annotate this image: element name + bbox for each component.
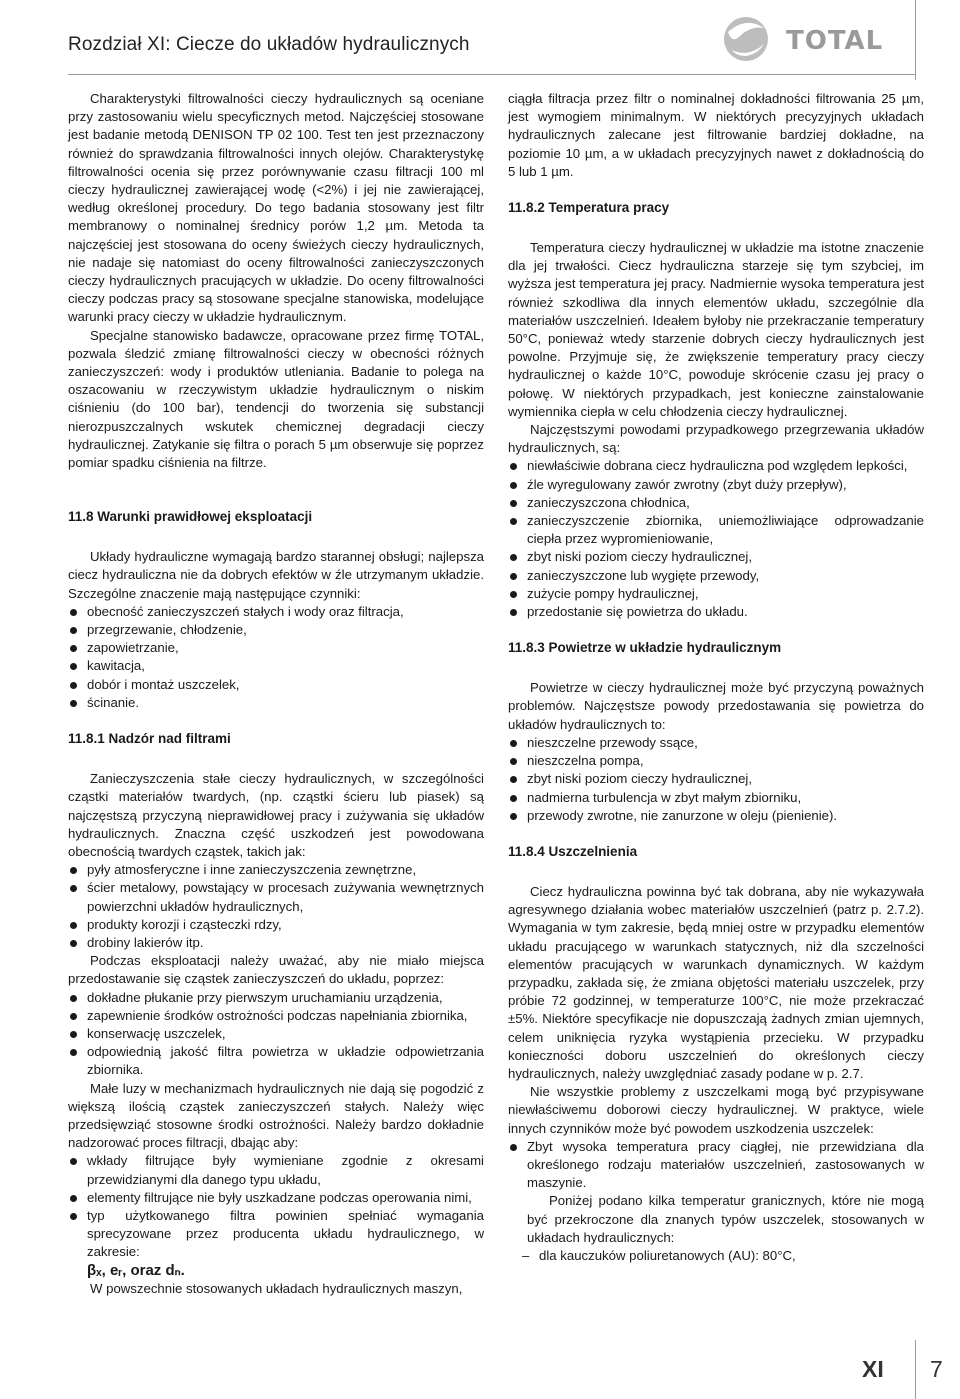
section-heading-11-8-3: 11.8.3 Powietrze w układzie hydraulicznym xyxy=(508,640,782,656)
factors-list xyxy=(68,603,484,712)
overheating-list xyxy=(508,457,924,621)
list-item: przegrzewanie, chłodzenie, xyxy=(68,621,484,639)
list-item: zapewnienie środków ostrożności podczas napełniania zbiornika, xyxy=(68,1007,484,1025)
paragraph: Małe luzy w mechanizmach hydraulicznych nie dają się pogodzić z większą ilością cząstek zanieczyszczeń stałych. Należy więc przedsięwziąć stosowne środki ostrożności. Należy bardzo dokładnie nadzorować proces filtracji, dbając aby: xyxy=(68,1080,484,1151)
paragraph: Powietrze w cieczy hydraulicznej może być przyczyną poważnych problemów. Najczęstsze powody przedostawania się powietrza do układów hydraulicznych to: xyxy=(508,680,924,732)
paragraph: Nie wszystkie problemy z uszczelkami mogą być przypisywane niewłaściwemu doborowi cieczy hydraulicznej. W praktyce, wiele innych czynników może być powodem uszkodzenia uszczelek: xyxy=(508,1084,924,1136)
list-item: zanieczyszczenie zbiornika, uniemożliwiające odprowadzanie ciepła przez wypromieniowanie, xyxy=(508,512,924,548)
paragraph: Temperatura cieczy hydraulicznej w układzie ma istotne znaczenie dla jej trwałości. Ciecz hydrauliczna starzeje się tym szybciej, im wyższa jest temperatura jej pracy. Nadmiernie wysoka temperatura jest również szkodliwa dla innych elementów układu, szczególnie dla materiałów uszczelnień. Ideałem byłoby nie przekraczanie temperatury 50°C, ponieważ wtedy starzenie dobrych cieczy hydraulicznych jest powolne. Przyjmuje się, że zwiększenie temperatury pracy cieczy hydraulicznej o każde 10°C, powoduje skrócenie czasu jej pracy o połowę. W niektórych przypadkach, jest konieczne zainstalowanie wymiennika ciepła w celu chłodzenia cieczy hydraulicznej. xyxy=(508,240,924,419)
section-heading-11-8-2: 11.8.2 Temperatura pracy xyxy=(508,200,670,216)
paragraph: Najczęstszymi powodami przypadkowego przegrzewania układów hydraulicznych, są: xyxy=(508,422,924,456)
right-column xyxy=(508,90,924,1265)
total-logo-icon xyxy=(718,14,778,64)
list-item: zbyt niski poziom cieczy hydraulicznej, xyxy=(508,770,924,788)
header-divider xyxy=(68,74,915,75)
paragraph: Charakterystyki filtrowalności cieczy hydraulicznych są oceniane przy zastosowaniu wielu specyficznych metod. Najczęściej stosowane jest badanie metodą DENISON TP 02 100. Test ten jest przeznaczony również do sprawdzania filtrowalności innych olejów. Charakterystykę filtrowalności ocenia się przez porównywanie czasu filtracji 100 ml cieczy hydraulicznej zawierającej wodę (<2%) i jej nie zawierającej, według określonej procedury. Do tego badania stosowany jest filtr membranowy o nominalnej średnicy porów 1,2 µm. Metoda ta najczęściej jest stosowana do oceny świeżych cieczy hydraulicznych, nie nadaje się natomiast do oceny filtrowalności zanieczyszczonych cieczy hydraulicznych pracujących w układzie. Do oceny filtrowalności cieczy podczas pracy są stosowane specjalne stanowiska, modelujące warunki pracy cieczy w układzie hydraulicznym. xyxy=(68,91,484,325)
list-item: obecność zanieczyszczeń stałych i wody oraz filtracja, xyxy=(68,603,484,621)
paragraph: Specjalne stanowisko badawcze, opracowane przez firmę TOTAL, pozwala śledzić zmianę filtrowalności cieczy w obecności różnych zanieczyszczeń: wody i produktów utleniania. Badanie to polega na oszacowaniu w rzeczywistym układzie hydraulicznym o niskim ciśnieniu (do 100 bar), tendencji do tworzenia się substancji nierozpuszczalnych wskutek chemicznej degradacji cieczy hydraulicznej. Zatykanie się filtra o porach 5 µm obserwuje się poprzez pomiar spadku ciśnienia na filtrze. xyxy=(68,327,484,471)
paragraph: ciągła filtracja przez filtr o nominalnej dokładności filtrowania 25 µm, jest wymogiem minimalnym. W niektórych precyzyjnych układach hydraulicznych zalecane jest filtrowanie bardziej dokładne, na poziomie 10 µm, a w układach precyzyjnych nawet z dokładnością do 5 lub 1 µm. xyxy=(508,91,924,179)
list-item: typ użytkowanego filtra powinien spełniać wymagania sprecyzowane przez producenta układu hydraulicznego, w zakresie: xyxy=(68,1207,484,1262)
list-item: zbyt niski poziom cieczy hydraulicznej, xyxy=(508,548,924,566)
list-item: nieszczelne przewody ssące, xyxy=(508,734,924,752)
list-item: pyły atmosferyczne i inne zanieczyszczenia zewnętrzne, xyxy=(68,861,484,879)
list-item: nieszczelna pompa, xyxy=(508,752,924,770)
paragraph: Układy hydrauliczne wymagają bardzo starannej obsługi; najlepsza ciecz hydrauliczna nie da dobrych efektów w źle utrzymanym układzie. Szczególne znaczenie mają następujące czynniki: xyxy=(68,549,484,601)
list-item: odpowiednią jakość filtra powietrza w układzie odpowietrzania zbiornika. xyxy=(68,1043,484,1079)
list-item: Zbyt wysoka temperatura pracy ciągłej, nie przewidziana dla określonego rodzaju materiałów uszczelnień, zastosowanych w maszynie. xyxy=(508,1138,924,1193)
filter-parameters xyxy=(68,1262,484,1280)
list-item: przewody zwrotne, nie zanurzone w oleju (pienienie). xyxy=(508,807,924,825)
prevention-list xyxy=(68,989,484,1080)
list-item: dokładne płukanie przy pierwszym uruchamianiu urządzenia, xyxy=(68,989,484,1007)
total-logo xyxy=(718,14,908,64)
paragraph: Ciecz hydrauliczna powinna być tak dobrana, aby nie wykazywała agresywnego działania wobec materiałów uszczelnień (patrz p. 2.7.2). Wymagania w tym zakresie, będą mniej ostre w przypadku elementów układu pracującego w warunkach statycznych, niż dla szczelności elementów pracujących w warunkach dynamicznych. W każdym przypadku, zakłada się, że zmiana objętości materiału uszczelek, przy próbie 72 godzinnej, w temperaturze 100°C, nie może przekraczać ±5%. Niektóre specyfikacje nie dopuszczają żadnych zmian ujemnych, celem uniknięcia ryzyka wystąpienia przecieku. W przypadku konieczności doboru uszczelnień do określonych cieczy hydraulicznych, należy uwzględniać zasady podane w p. 2.7. xyxy=(508,883,924,1081)
list-item: niewłaściwie dobrana ciecz hydrauliczna pod względem lepkości, xyxy=(508,457,924,475)
filtration-list xyxy=(68,1152,484,1261)
list-item: elementy filtrujące nie były uszkadzane podczas operowania nimi, xyxy=(68,1189,484,1207)
section-heading-11-8-4: 11.8.4 Uszczelnienia xyxy=(508,843,638,859)
page-header xyxy=(0,0,960,80)
list-item: ścier metalowy, powstający w procesach zużywania wewnętrznych powierzchni układów hydraulicznych, xyxy=(68,879,484,915)
list-item: zanieczyszczone lub wygięte przewody, xyxy=(508,567,924,585)
left-column xyxy=(68,90,484,1298)
list-item: drobiny lakierów itp. xyxy=(68,934,484,952)
header-divider-vertical xyxy=(915,0,916,80)
footer-divider xyxy=(915,1340,916,1399)
chapter-title: Rozdział XI: Ciecze do układów hydraulicznych xyxy=(68,34,470,55)
temperature-limits-list xyxy=(508,1247,924,1265)
paragraph: Zanieczyszczenia stałe cieczy hydraulicznych, w szczególności cząstki materiałów twardych, (np. cząstki ścieru lub piasek) są najczęstszą przyczyną nieprawidłowej pracy i zużywania się układów hydraulicznych. Znaczna część uszkodzeń jest powodowana obecnością twardych cząstek, takich jak: xyxy=(68,771,484,859)
footer-chapter-number: XI xyxy=(862,1356,884,1382)
air-causes-list xyxy=(508,734,924,825)
section-heading-11-8-1: 11.8.1 Nadzór nad filtrami xyxy=(68,731,231,747)
paragraph: W powszechnie stosowanych układach hydraulicznych maszyn, xyxy=(90,1280,463,1296)
list-item: wkłady filtrujące były wymieniane zgodnie z okresami przewidzianymi dla danego typu układu, xyxy=(68,1152,484,1188)
list-item: przedostanie się powietrza do układu. xyxy=(508,603,924,621)
section-heading-11-8: 11.8 Warunki prawidłowej eksploatacji xyxy=(68,509,313,525)
list-item: zanieczyszczona chłodnica, xyxy=(508,494,924,512)
seal-damage-list xyxy=(508,1138,924,1193)
list-item: – dla kauczuków poliuretanowych (AU): 80°C, xyxy=(520,1247,924,1265)
filter-parameters-text: βₓ, eᵣ, oraz dₙ. xyxy=(87,1261,185,1279)
logo-text: TOTAL xyxy=(786,26,884,56)
paragraph: Podczas eksploatacji należy uważać, aby nie miało miejsca przedostawanie się cząstek zanieczyszczeń do układu, poprzez: xyxy=(68,953,484,987)
page-number: 7 xyxy=(930,1356,943,1382)
list-item: ścinanie. xyxy=(68,694,484,712)
list-item: kawitacja, xyxy=(68,657,484,675)
list-item: produkty korozji i cząsteczki rdzy, xyxy=(68,916,484,934)
paragraph: Poniżej podano kilka temperatur granicznych, które nie mogą być przekroczone dla znanych typów uszczelek, stosowanych w układach hydraulicznych: xyxy=(527,1193,924,1245)
list-item: zużycie pompy hydraulicznej, xyxy=(508,585,924,603)
list-item: źle wyregulowany zawór zwrotny (zbyt duży przepływ), xyxy=(508,476,924,494)
list-item: zapowietrzanie, xyxy=(68,639,484,657)
list-item: konserwację uszczelek, xyxy=(68,1025,484,1043)
list-item: nadmierna turbulencja w zbyt małym zbiorniku, xyxy=(508,789,924,807)
particles-list xyxy=(68,861,484,952)
list-item: dobór i montaż uszczelek, xyxy=(68,676,484,694)
